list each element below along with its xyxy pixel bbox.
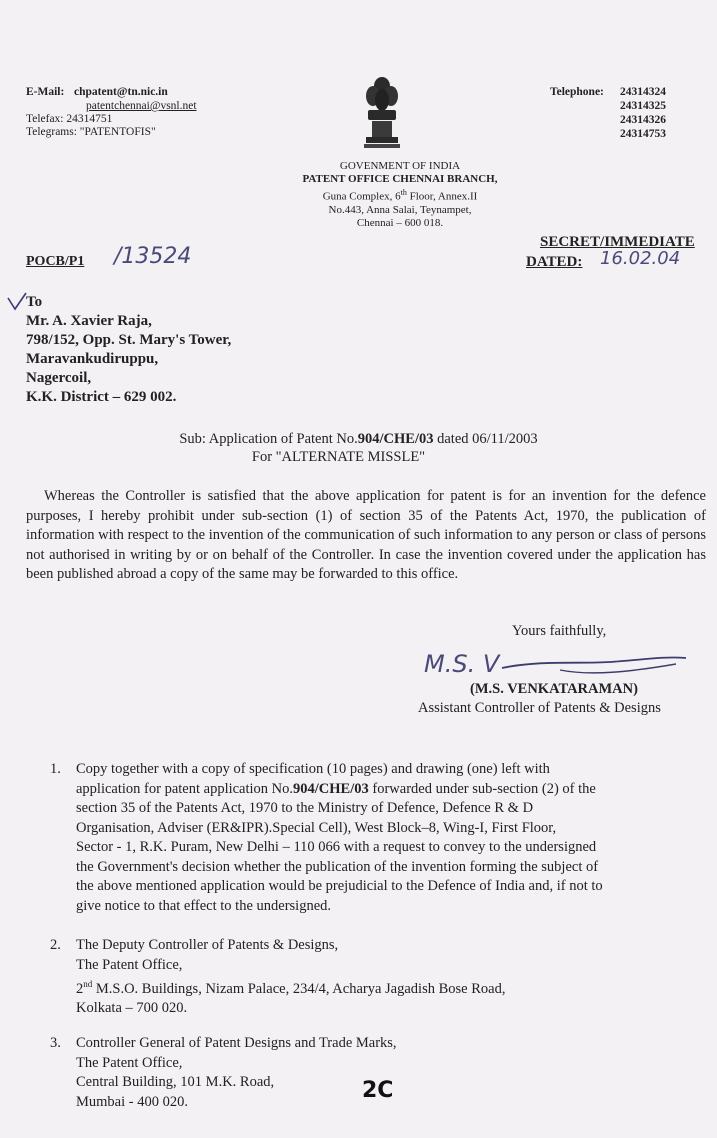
recipient-address-line: Nagercoil, xyxy=(26,370,92,386)
item-body: Controller General of Patent Designs and Trade Marks, The Patent Office, Central Building, 101 M.K. Road, Mumbai - 400 020. xyxy=(76,1035,397,1110)
application-number: 904/CHE/03 xyxy=(357,431,434,447)
email-label: E-Mail: xyxy=(26,86,65,98)
reference-number-handwritten: /13524 xyxy=(114,244,192,269)
dated-handwritten: 16.02.04 xyxy=(600,248,681,269)
office-line-street: No.443, Anna Salai, Teynampet, xyxy=(328,203,472,216)
signature-stroke-icon xyxy=(500,650,690,680)
recipient-address-line: K.K. District – 629 002. xyxy=(26,389,177,405)
office-line-complex: Guna Complex, 6th Floor, Annex.II xyxy=(322,188,478,203)
telephone-3: 24314326 xyxy=(620,114,666,126)
telephone-label: Telephone: xyxy=(550,86,604,98)
yours-faithfully: Yours faithfully, xyxy=(512,623,607,639)
body-paragraph: Whereas the Controller is satisfied that the above application for patent is for an invention for the defence purposes, I hereby prohibit under sub-section (1) of section 35 of the Patents Act, 1970, the publication of information with respect to the invention of the communication of such information to any person or class of persons not authorised in writing by or on behalf of the Controller. In case the invention covered under the application has been published abroad a copy of the same may be forwarded to this office. xyxy=(26,488,706,582)
recipient-address xyxy=(26,312,231,407)
office-line-city: Chennai – 600 018. xyxy=(356,216,444,229)
telegrams: Telegrams: "PATENTOFIS" xyxy=(26,126,156,138)
to-label: To xyxy=(26,294,43,310)
telephone-2: 24314325 xyxy=(620,100,666,112)
office-line-government: GOVENMENT OF INDIA xyxy=(339,160,461,172)
office-block xyxy=(250,160,550,230)
telephone-1: 24314324 xyxy=(620,86,666,98)
check-mark-icon xyxy=(6,292,28,312)
item-body: Copy together with a copy of specification (10 pages) and drawing (one) left with application for patent application No.904/CHE/03 forwarded under sub-section (2) of the section 35 of the Patents Act, 1970 to the Ministry of Defence, Defence R & D Organisation, Adviser (ER&IPR).Special Cell), West Block–8, Wing-I, First Floor, Sector - 1, R.K. Puram, New Delhi – 110 066 with a request to convey to the undersigned the Government's decision whether the publication of the invention forming the subject of the above mentioned application would be prejudicial to the Defence of India and, if not to give notice to that effect to the undersigned. xyxy=(76,761,603,914)
reference-number-label: POCB/P1 xyxy=(26,254,85,269)
signature: M.S. V xyxy=(424,650,500,678)
item-number: 1. xyxy=(50,761,61,777)
recipient-name: Mr. A. Xavier Raja, xyxy=(26,313,152,329)
office-line-branch: PATENT OFFICE CHENNAI BRANCH, xyxy=(302,173,498,185)
signatory-designation: Assistant Controller of Patents & Designs xyxy=(418,700,661,716)
telephone-4: 24314753 xyxy=(620,128,666,140)
secret-immediate-label: SECRET/IMMEDIATE xyxy=(540,234,695,250)
national-emblem-icon xyxy=(362,74,402,154)
dated-label: DATED: xyxy=(526,254,583,270)
item-number: 2. xyxy=(50,937,61,953)
recipient-address-line: 798/152, Opp. St. Mary's Tower, xyxy=(26,332,232,348)
telefax: Telefax: 24314751 xyxy=(26,113,113,125)
signatory-name: (M.S. VENKATARAMAN) xyxy=(470,681,638,697)
item-body: The Deputy Controller of Patents & Designs, The Patent Office, 2nd M.S.O. Buildings, Nizam Palace, 234/4, Acharya Jagadish Bose Road, Kolkata – 700 020. xyxy=(76,937,506,1017)
recipient-address-line: Maravankudiruppu, xyxy=(26,351,159,367)
item-number: 3. xyxy=(50,1035,61,1051)
email-primary: chpatent@tn.nic.in xyxy=(74,86,168,98)
subject-title: For "ALTERNATE MISSLE" xyxy=(251,449,426,465)
page-mark: 2C xyxy=(362,1078,394,1103)
email-secondary: patentchennai@vsnl.net xyxy=(86,100,197,112)
subject-line: Sub: Application of Patent No.904/CHE/03 dated 06/11/2003 xyxy=(179,431,538,447)
